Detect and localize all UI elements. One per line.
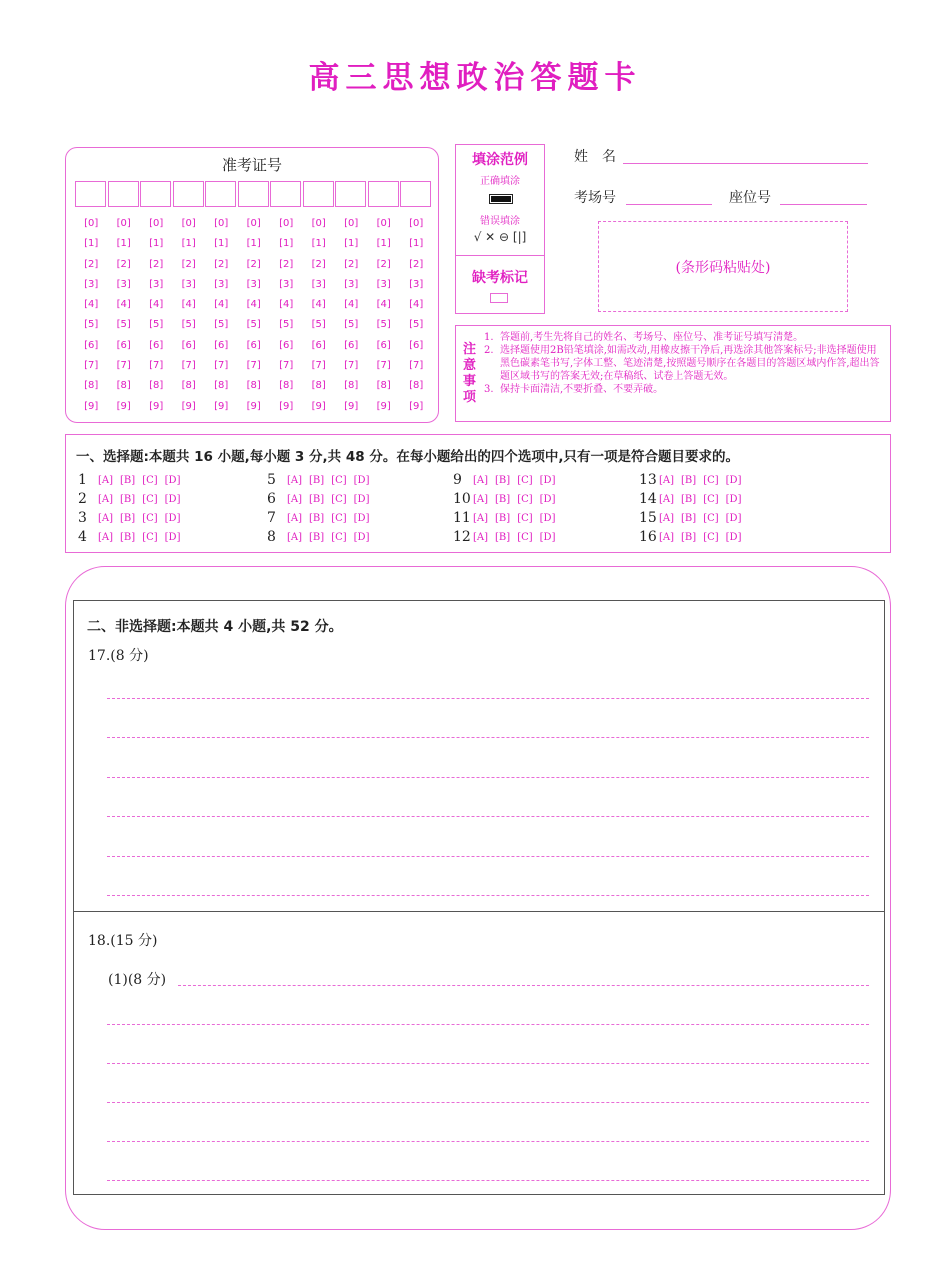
admission-digit-cell[interactable]	[400, 181, 431, 207]
question-number: 16	[639, 529, 657, 545]
digit-bubble[interactable]: [1]	[214, 238, 229, 250]
admission-digit-cell[interactable]	[335, 181, 366, 207]
option-bubble[interactable]: [A]	[659, 474, 675, 486]
admission-cells	[75, 181, 433, 207]
option-bubble[interactable]: [B]	[309, 493, 325, 505]
admission-digit-cell[interactable]	[368, 181, 399, 207]
option-bubble[interactable]: [A]	[473, 474, 489, 486]
digit-bubble[interactable]: [3]	[311, 278, 326, 290]
question-number: 7	[267, 510, 276, 526]
digit-bubble[interactable]: [2]	[149, 258, 164, 270]
digit-bubble[interactable]: [5]	[149, 319, 164, 331]
question-number: 13	[639, 472, 657, 488]
digit-bubble[interactable]: [0]	[84, 218, 99, 229]
digit-bubble[interactable]: [5]	[84, 319, 99, 331]
notes-heading	[463, 342, 479, 406]
digit-bubble[interactable]: [3]	[409, 278, 424, 290]
digit-bubble[interactable]: [1]	[246, 238, 261, 250]
name-label: 姓 名	[574, 149, 616, 165]
option-bubble[interactable]: [D]	[725, 474, 742, 486]
digit-bubble[interactable]: [3]	[149, 278, 164, 290]
digit-column	[303, 214, 336, 417]
digit-bubble[interactable]: [4]	[116, 299, 131, 311]
option-bubble[interactable]: [B]	[495, 512, 511, 524]
option-bubble[interactable]: [A]	[473, 512, 489, 524]
digit-bubble[interactable]: [8]	[246, 380, 261, 392]
example-wrong: 错误填涂	[480, 216, 520, 227]
choice-question	[639, 471, 748, 489]
digit-bubble[interactable]: [7]	[149, 360, 164, 372]
question-number: 15	[639, 510, 657, 526]
question-number: 12	[453, 529, 471, 545]
barcode-label: (条形码粘贴处)	[675, 260, 771, 276]
answer-line[interactable]	[107, 1063, 869, 1064]
digit-bubble[interactable]: [7]	[246, 360, 261, 372]
digit-bubble[interactable]: [1]	[344, 238, 359, 250]
digit-bubble[interactable]: [8]	[149, 380, 164, 392]
question-separator	[73, 911, 885, 912]
page-title: 高三思想政治答题卡	[308, 60, 642, 96]
digit-bubble[interactable]: [1]	[409, 238, 424, 250]
choice-question	[78, 509, 187, 527]
option-bubble[interactable]: [C]	[517, 512, 533, 524]
digit-column	[270, 214, 303, 417]
digit-bubble[interactable]: [4]	[149, 299, 164, 311]
digit-bubble[interactable]: [0]	[116, 218, 131, 229]
digit-bubble[interactable]: [5]	[181, 319, 196, 331]
admission-digit-cell[interactable]	[140, 181, 171, 207]
option-bubble[interactable]: [D]	[353, 512, 370, 524]
digit-column	[368, 214, 401, 417]
digit-bubble[interactable]: [0]	[409, 218, 424, 229]
option-bubble[interactable]: [C]	[517, 474, 533, 486]
digit-column	[75, 214, 108, 417]
digit-column	[140, 214, 173, 417]
note-item	[484, 331, 884, 344]
room-field[interactable]	[626, 204, 712, 205]
question-number: 6	[267, 491, 276, 507]
option-bubble[interactable]: [D]	[539, 531, 556, 543]
digit-bubble[interactable]: [0]	[181, 218, 196, 229]
q17-label: 17.(8 分)	[88, 648, 149, 664]
note-text: 选择题使用2B铅笔填涂,如需改动,用橡皮擦干净后,再选涂其他答案标号;非选择题使用黑色碳素笔书写,字体工整、笔迹清楚,按照题号顺序在各题目的答题区域内作答,超出答题区域书写的答案无效;在草稿纸、试卷上答题无效。	[500, 345, 880, 382]
option-bubble[interactable]: [D]	[725, 512, 742, 524]
choice-question	[639, 528, 748, 546]
digit-bubble[interactable]: [1]	[311, 238, 326, 250]
digit-bubble[interactable]: [0]	[149, 218, 164, 229]
answer-line[interactable]	[178, 985, 869, 986]
option-bubble[interactable]: [A]	[98, 493, 114, 505]
digit-bubble[interactable]: [7]	[409, 360, 424, 372]
note-text: 保持卡面清洁,不要折叠、不要弄破。	[500, 384, 664, 395]
option-bubble[interactable]: [D]	[353, 493, 370, 505]
digit-bubble[interactable]: [0]	[376, 218, 391, 229]
option-bubble[interactable]: [C]	[331, 531, 347, 543]
digit-bubble[interactable]: [7]	[214, 360, 229, 372]
option-bubble[interactable]: [B]	[120, 531, 136, 543]
digit-bubble[interactable]: [4]	[214, 299, 229, 311]
digit-bubble[interactable]: [3]	[246, 278, 261, 290]
digit-bubble[interactable]: [8]	[376, 380, 391, 392]
option-bubble[interactable]: [B]	[681, 493, 697, 505]
digit-bubble[interactable]: [4]	[311, 299, 326, 311]
room-label: 考场号	[574, 190, 616, 206]
option-bubble[interactable]: [B]	[309, 531, 325, 543]
digit-bubble[interactable]: [4]	[246, 299, 261, 311]
notes-list	[484, 331, 884, 396]
digit-bubble[interactable]: [1]	[279, 238, 294, 250]
q18-part1-label: (1)(8 分)	[108, 972, 167, 988]
digit-bubble[interactable]: [9]	[344, 400, 359, 412]
option-bubble[interactable]: [C]	[142, 474, 158, 486]
choice-question	[267, 471, 376, 489]
option-bubble[interactable]: [D]	[725, 493, 742, 505]
option-bubble[interactable]: [D]	[539, 512, 556, 524]
answer-line[interactable]	[107, 1141, 869, 1142]
digit-bubble[interactable]: [1]	[181, 238, 196, 250]
digit-bubble[interactable]: [4]	[376, 299, 391, 311]
digit-bubble[interactable]: [6]	[311, 339, 326, 351]
option-bubble[interactable]: [C]	[331, 493, 347, 505]
example-wrong-samples: √ ✕ ⊖ [|]	[473, 230, 527, 244]
option-bubble[interactable]: [D]	[164, 493, 181, 505]
notes-heading-char: 意	[463, 358, 477, 373]
digit-column	[108, 214, 141, 417]
option-bubble[interactable]: [B]	[120, 512, 136, 524]
digit-bubble[interactable]: [0]	[246, 218, 261, 229]
digit-bubble[interactable]: [2]	[84, 258, 99, 270]
admission-digit-cell[interactable]	[303, 181, 334, 207]
answer-line[interactable]	[107, 1102, 869, 1103]
option-bubble[interactable]: [D]	[353, 474, 370, 486]
question-number: 10	[453, 491, 471, 507]
option-bubble[interactable]: [C]	[703, 512, 719, 524]
digit-bubble[interactable]: [2]	[116, 258, 131, 270]
option-bubble[interactable]: [C]	[331, 474, 347, 486]
digit-bubble[interactable]: [1]	[84, 238, 99, 250]
admission-digit-cell[interactable]	[75, 181, 106, 207]
digit-bubble[interactable]: [2]	[344, 258, 359, 270]
option-bubble[interactable]: [C]	[331, 512, 347, 524]
digit-bubble[interactable]: [4]	[409, 299, 424, 311]
digit-bubble[interactable]: [2]	[246, 258, 261, 270]
digit-bubble[interactable]: [4]	[181, 299, 196, 311]
digit-bubble[interactable]: [9]	[409, 400, 424, 412]
digit-bubble[interactable]: [9]	[149, 400, 164, 412]
option-bubble[interactable]: [A]	[98, 474, 114, 486]
digit-bubble[interactable]: [2]	[181, 258, 196, 270]
option-bubble[interactable]: [B]	[309, 474, 325, 486]
option-bubble[interactable]: [A]	[287, 474, 303, 486]
digit-bubble[interactable]: [0]	[311, 218, 326, 229]
option-bubble[interactable]: [C]	[517, 531, 533, 543]
option-bubble[interactable]: [C]	[703, 474, 719, 486]
digit-bubble[interactable]: [5]	[311, 319, 326, 331]
choice-question	[639, 490, 748, 508]
digit-bubble[interactable]: [9]	[214, 400, 229, 412]
option-bubble[interactable]: [B]	[120, 474, 136, 486]
choice-question	[453, 528, 562, 546]
digit-bubble[interactable]: [6]	[149, 339, 164, 351]
digit-bubble[interactable]: [2]	[376, 258, 391, 270]
fill-example-box	[455, 144, 545, 314]
question-number: 3	[78, 510, 87, 526]
option-bubble[interactable]: [C]	[703, 531, 719, 543]
digit-bubble[interactable]: [6]	[116, 339, 131, 351]
option-bubble[interactable]: [A]	[287, 512, 303, 524]
digit-bubble[interactable]: [6]	[279, 339, 294, 351]
notes-heading-char: 事	[463, 374, 477, 389]
digit-bubble[interactable]: [9]	[246, 400, 261, 412]
answer-line[interactable]	[107, 698, 869, 699]
digit-bubble[interactable]: [7]	[279, 360, 294, 372]
option-bubble[interactable]: [D]	[539, 493, 556, 505]
digit-bubble[interactable]: [4]	[279, 299, 294, 311]
admission-digit-cell[interactable]	[173, 181, 204, 207]
option-bubble[interactable]: [A]	[287, 531, 303, 543]
choice-question	[267, 490, 376, 508]
answer-line[interactable]	[107, 856, 869, 857]
option-bubble[interactable]: [A]	[659, 512, 675, 524]
answer-line[interactable]	[107, 895, 869, 896]
example-title: 填涂范例	[472, 152, 528, 168]
digit-column	[238, 214, 271, 417]
digit-bubble[interactable]: [0]	[279, 218, 294, 229]
option-bubble[interactable]: [A]	[287, 493, 303, 505]
digit-column	[173, 214, 206, 417]
digit-bubble[interactable]: [4]	[84, 299, 99, 311]
example-divider	[456, 255, 544, 256]
choice-question	[453, 509, 562, 527]
digit-bubble[interactable]: [2]	[214, 258, 229, 270]
note-text: 答题前,考生先将自己的姓名、考场号、座位号、准考证号填写清楚。	[500, 332, 804, 343]
barcode-area	[598, 221, 848, 312]
digit-bubble[interactable]: [3]	[84, 278, 99, 290]
digit-bubble[interactable]: [0]	[214, 218, 229, 229]
option-bubble[interactable]: [B]	[495, 493, 511, 505]
digit-bubble[interactable]: [6]	[376, 339, 391, 351]
question-number: 14	[639, 491, 657, 507]
note-item	[484, 344, 884, 383]
answer-line[interactable]	[107, 1180, 869, 1181]
digit-bubble[interactable]: [6]	[214, 339, 229, 351]
option-bubble[interactable]: [B]	[681, 531, 697, 543]
digit-bubble[interactable]: [9]	[279, 400, 294, 412]
digit-bubble[interactable]: [8]	[214, 380, 229, 392]
choice-title: 一、选择题:本题共 16 小题,每小题 3 分,共 48 分。在每小题给出的四个选项中,只有一项是符合题目要求的。	[76, 449, 739, 465]
digit-bubble[interactable]: [9]	[181, 400, 196, 412]
digit-bubble[interactable]: [7]	[84, 360, 99, 372]
digit-bubble[interactable]: [3]	[279, 278, 294, 290]
digit-bubble[interactable]: [0]	[344, 218, 359, 229]
digit-column	[335, 214, 368, 417]
option-bubble[interactable]: [B]	[681, 512, 697, 524]
digit-bubble[interactable]: [8]	[409, 380, 424, 392]
note-number: 3.	[484, 384, 494, 395]
digit-bubble[interactable]: [1]	[116, 238, 131, 250]
digit-bubble[interactable]: [5]	[116, 319, 131, 331]
written-title: 二、非选择题:本题共 4 小题,共 52 分。	[87, 619, 343, 635]
digit-bubble[interactable]: [3]	[116, 278, 131, 290]
digit-bubble[interactable]: [8]	[181, 380, 196, 392]
question-number: 1	[78, 472, 87, 488]
option-bubble[interactable]: [A]	[473, 493, 489, 505]
digit-bubble[interactable]: [9]	[311, 400, 326, 412]
correct-mark	[489, 194, 513, 204]
choice-question	[453, 490, 562, 508]
notes-heading-char: 项	[463, 390, 477, 405]
absent-label: 缺考标记	[472, 270, 528, 286]
answer-line[interactable]	[107, 737, 869, 738]
digit-bubble[interactable]: [7]	[344, 360, 359, 372]
digit-bubble[interactable]: [7]	[181, 360, 196, 372]
question-number: 11	[453, 510, 471, 526]
admission-digit-cell[interactable]	[270, 181, 301, 207]
admission-digit-cell[interactable]	[205, 181, 236, 207]
answer-line[interactable]	[107, 1024, 869, 1025]
option-bubble[interactable]: [B]	[120, 493, 136, 505]
note-item	[484, 383, 884, 396]
digit-bubble[interactable]: [2]	[409, 258, 424, 270]
q18-label: 18.(15 分)	[88, 933, 158, 949]
notes-box	[455, 325, 891, 422]
digit-bubble[interactable]: [8]	[279, 380, 294, 392]
option-bubble[interactable]: [B]	[495, 531, 511, 543]
absent-mark-box[interactable]	[490, 293, 508, 303]
choice-question	[267, 528, 376, 546]
option-bubble[interactable]: [C]	[517, 493, 533, 505]
admission-digit-cell[interactable]	[108, 181, 139, 207]
option-bubble[interactable]: [C]	[142, 493, 158, 505]
option-bubble[interactable]: [A]	[98, 512, 114, 524]
question-number: 2	[78, 491, 87, 507]
question-number: 4	[78, 529, 87, 545]
question-number: 9	[453, 472, 462, 488]
option-bubble[interactable]: [C]	[142, 531, 158, 543]
option-bubble[interactable]: [B]	[309, 512, 325, 524]
example-correct: 正确填涂	[480, 176, 520, 187]
note-number: 1.	[484, 332, 494, 343]
digit-bubble[interactable]: [3]	[376, 278, 391, 290]
digit-bubble[interactable]: [2]	[311, 258, 326, 270]
digit-grid	[75, 214, 433, 417]
digit-bubble[interactable]: [6]	[181, 339, 196, 351]
option-bubble[interactable]: [D]	[539, 474, 556, 486]
option-bubble[interactable]: [D]	[725, 531, 742, 543]
digit-bubble[interactable]: [1]	[376, 238, 391, 250]
answer-line[interactable]	[107, 816, 869, 817]
digit-bubble[interactable]: [4]	[344, 299, 359, 311]
digit-bubble[interactable]: [9]	[84, 400, 99, 412]
answer-line[interactable]	[107, 777, 869, 778]
digit-bubble[interactable]: [6]	[84, 339, 99, 351]
digit-bubble[interactable]: [2]	[279, 258, 294, 270]
digit-bubble[interactable]: [8]	[116, 380, 131, 392]
digit-bubble[interactable]: [6]	[246, 339, 261, 351]
digit-bubble[interactable]: [5]	[279, 319, 294, 331]
admission-digit-cell[interactable]	[238, 181, 269, 207]
option-bubble[interactable]: [A]	[659, 531, 675, 543]
choice-question	[639, 509, 748, 527]
written-answer-frame	[73, 600, 885, 1195]
option-bubble[interactable]: [A]	[473, 531, 489, 543]
choice-question	[78, 471, 187, 489]
option-bubble[interactable]: [A]	[659, 493, 675, 505]
digit-column	[205, 214, 238, 417]
digit-column	[400, 214, 433, 417]
digit-bubble[interactable]: [8]	[344, 380, 359, 392]
digit-bubble[interactable]: [6]	[409, 339, 424, 351]
option-bubble[interactable]: [C]	[142, 512, 158, 524]
option-bubble[interactable]: [D]	[353, 531, 370, 543]
choice-question	[453, 471, 562, 489]
choice-question	[78, 490, 187, 508]
digit-bubble[interactable]: [5]	[246, 319, 261, 331]
digit-bubble[interactable]: [3]	[344, 278, 359, 290]
digit-bubble[interactable]: [5]	[409, 319, 424, 331]
digit-bubble[interactable]: [7]	[116, 360, 131, 372]
question-number: 5	[267, 472, 276, 488]
option-bubble[interactable]: [A]	[98, 531, 114, 543]
digit-bubble[interactable]: [5]	[214, 319, 229, 331]
note-number: 2.	[484, 345, 494, 356]
choice-question	[78, 528, 187, 546]
digit-bubble[interactable]: [9]	[116, 400, 131, 412]
digit-bubble[interactable]: [5]	[376, 319, 391, 331]
digit-bubble[interactable]: [8]	[311, 380, 326, 392]
option-bubble[interactable]: [D]	[164, 531, 181, 543]
choice-question	[267, 509, 376, 527]
question-number: 8	[267, 529, 276, 545]
digit-bubble[interactable]: [7]	[311, 360, 326, 372]
admission-number-box	[65, 147, 439, 423]
digit-bubble[interactable]: [3]	[181, 278, 196, 290]
seat-field[interactable]	[780, 204, 867, 205]
seat-label: 座位号	[729, 190, 771, 206]
digit-bubble[interactable]: [7]	[376, 360, 391, 372]
digit-bubble[interactable]: [8]	[84, 380, 99, 392]
digit-bubble[interactable]: [9]	[376, 400, 391, 412]
digit-bubble[interactable]: [5]	[344, 319, 359, 331]
admission-title: 准考证号	[221, 156, 282, 174]
notes-heading-char: 注	[463, 342, 477, 357]
digit-bubble[interactable]: [6]	[344, 339, 359, 351]
option-bubble[interactable]: [C]	[703, 493, 719, 505]
digit-bubble[interactable]: [1]	[149, 238, 164, 250]
option-bubble[interactable]: [D]	[164, 474, 181, 486]
option-bubble[interactable]: [B]	[495, 474, 511, 486]
name-field[interactable]	[623, 163, 868, 164]
choice-section	[65, 434, 891, 553]
digit-bubble[interactable]: [3]	[214, 278, 229, 290]
option-bubble[interactable]: [B]	[681, 474, 697, 486]
option-bubble[interactable]: [D]	[164, 512, 181, 524]
